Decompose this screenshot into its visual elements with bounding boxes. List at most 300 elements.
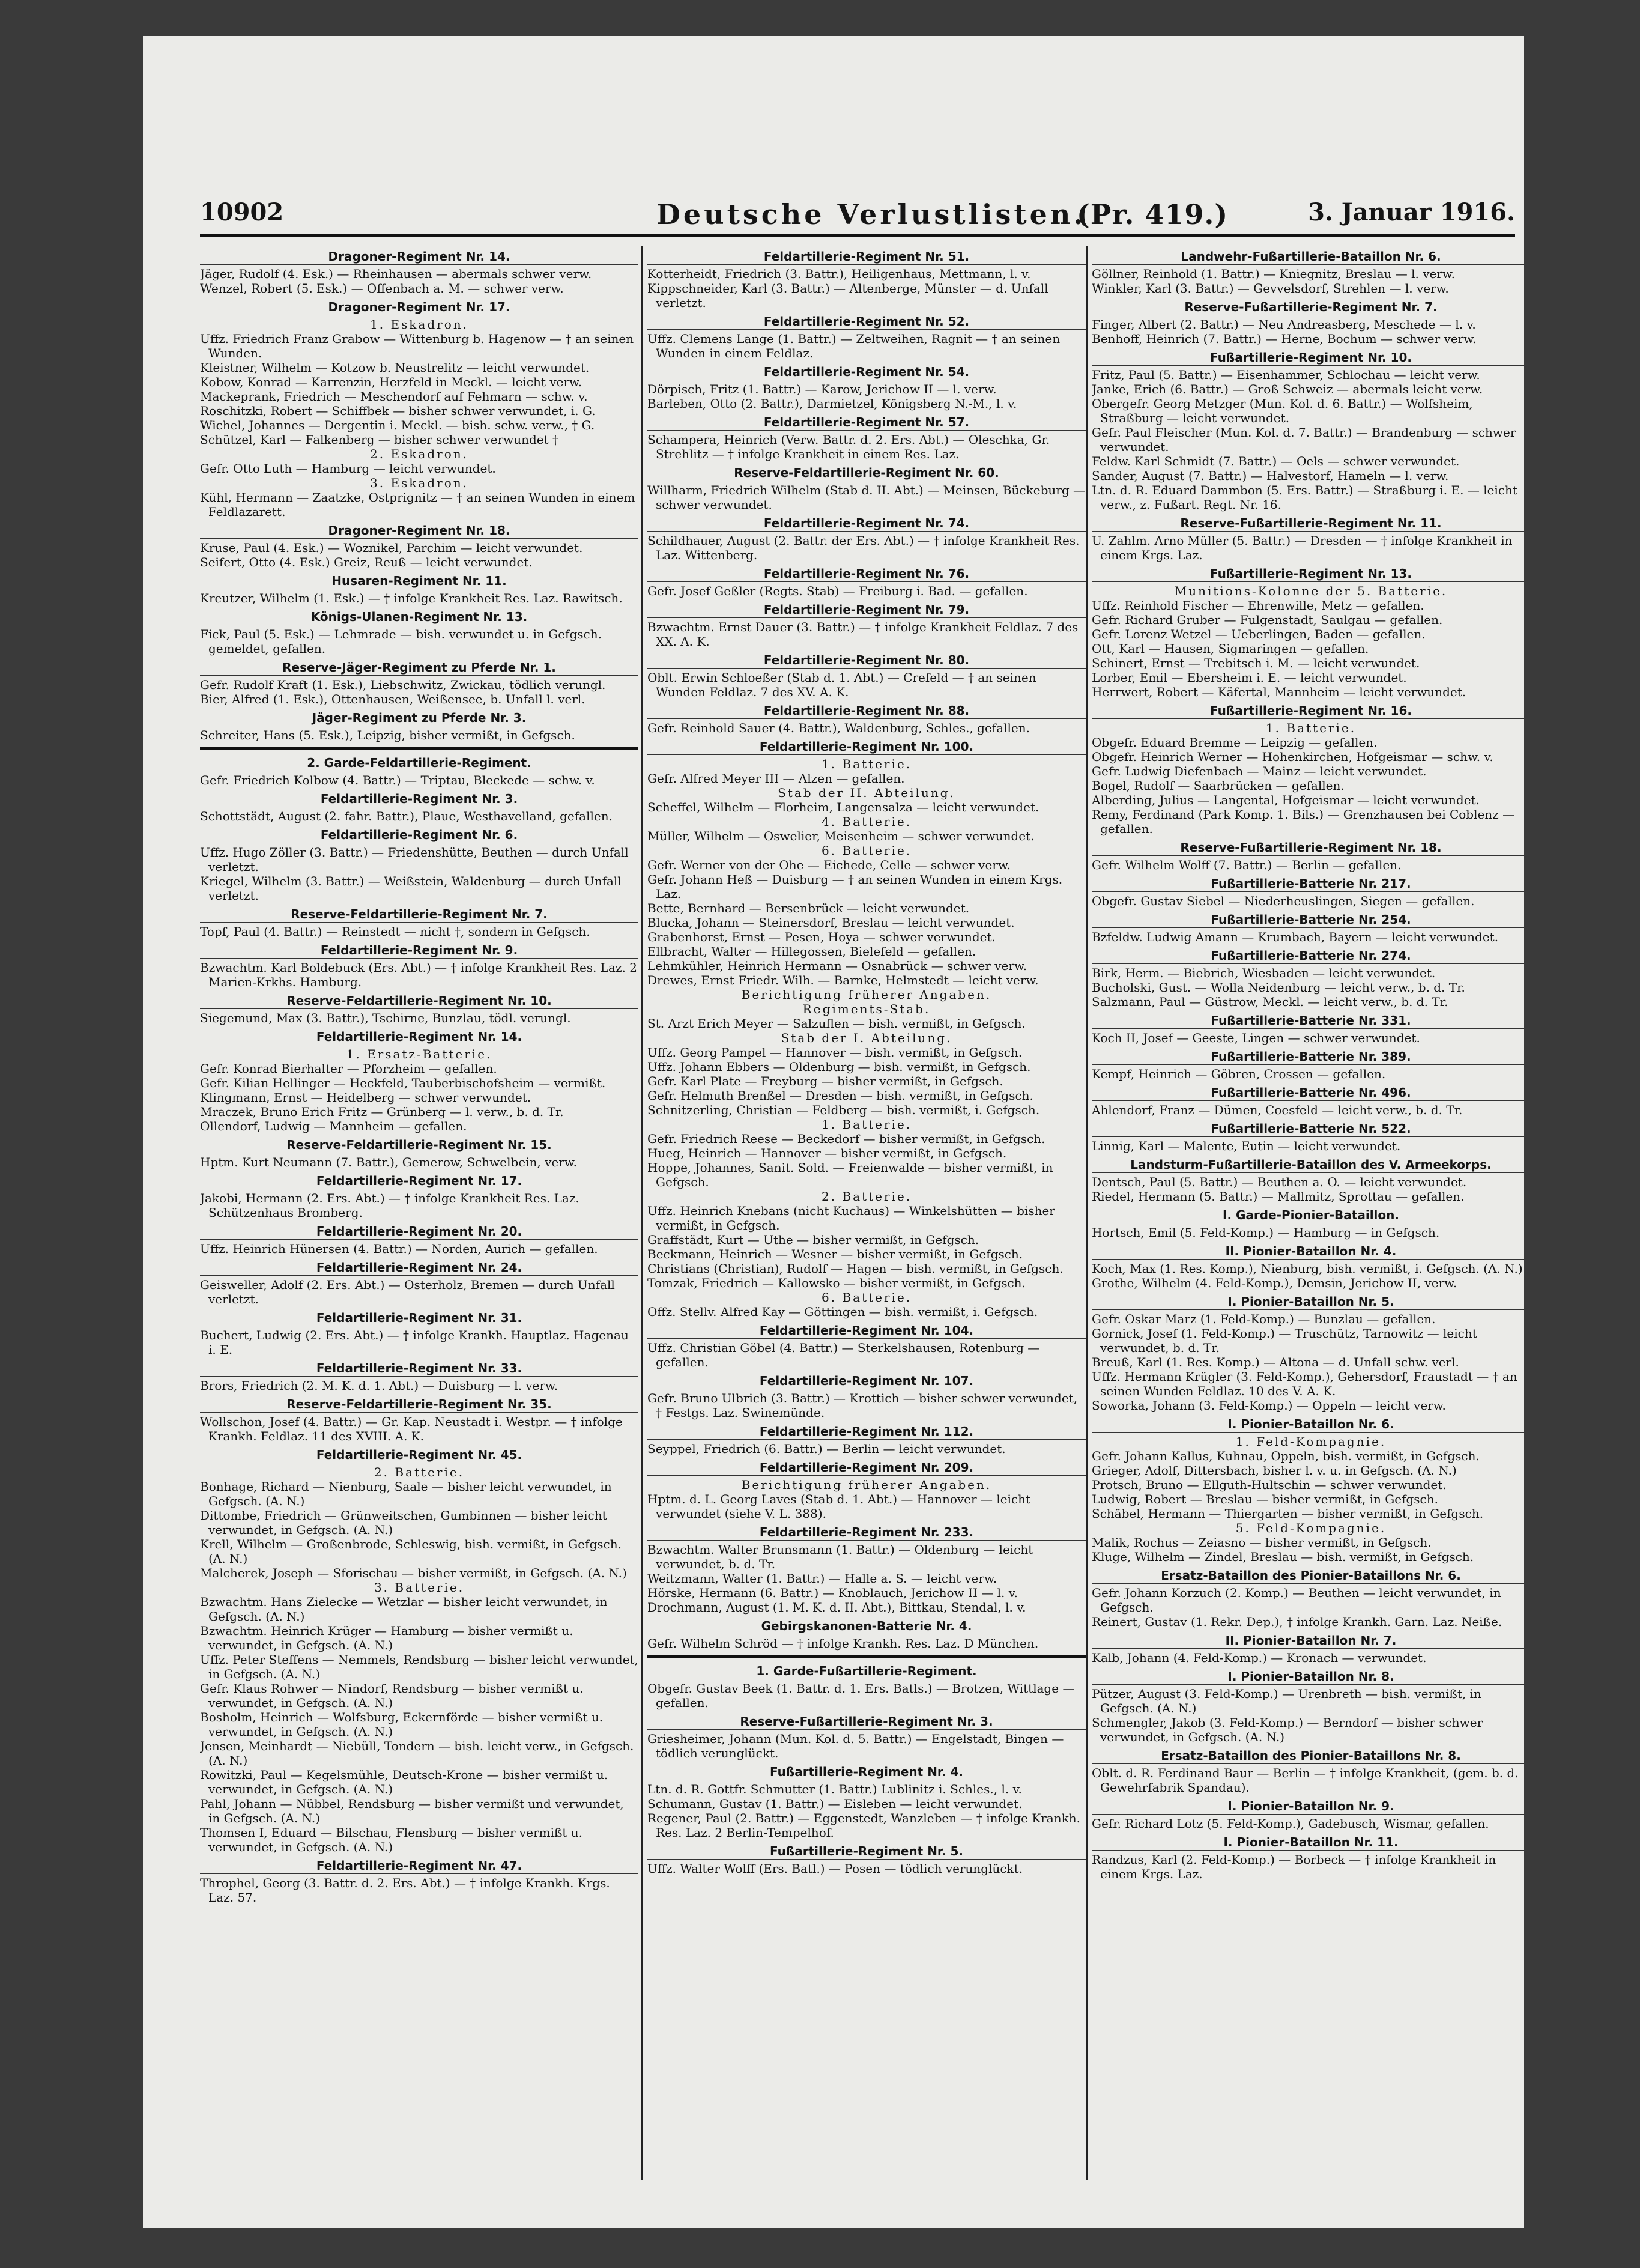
casualty-entry: Schottstädt, August (2. fahr. Battr.), Plaue, Westhavelland, gefallen. [200, 809, 613, 823]
section-title: Feldartillerie-Regiment Nr. 107. [647, 1373, 1086, 1389]
casualty-entry: Mraczek, Bruno Erich Fritz — Grünberg — l. verw., b. d. Tr. [200, 1105, 564, 1119]
casualty-entry: Gefr. Wilhelm Wolff (7. Battr.) — Berlin — gefallen. [1092, 858, 1402, 872]
casualty-entry: Gefr. Friedrich Reese — Beckedorf — bisher vermißt, in Gefgsch. [647, 1132, 1045, 1146]
casualty-entry: Geisweller, Adolf (2. Ers. Abt.) — Osterholz, Bremen — durch Unfall verletzt. [200, 1278, 615, 1306]
casualty-entry: Mackeprank, Friedrich — Meschendorf auf Fehmarn — schw. v. [200, 389, 588, 404]
casualty-entry: Malcherek, Joseph — Sforischau — bisher vermißt, in Gefgsch. (A. N.) [200, 1566, 627, 1580]
casualty-entry: Oblt. Erwin Schloeßer (Stab d. 1. Abt.) — Crefeld — † an seinen Wunden Feldlaz. 7 des XV. A. K. [647, 670, 1036, 699]
regiment-section [647, 739, 1086, 1319]
subsection-heading: 1. Batterie. [1265, 721, 1357, 735]
casualty-entry: Bogel, Rudolf — Saarbrücken — gefallen. [1092, 778, 1345, 793]
casualty-entry: Gefr. Bruno Ulbrich (3. Battr.) — Krottich — bisher schwer verwundet, † Festgs. Laz. Swinemünde. [647, 1391, 1078, 1420]
column-divider [1086, 246, 1088, 2180]
casualty-entry: Gefr. Kilian Hellinger — Heckfeld, Tauberbischofsheim — vermißt. [200, 1076, 606, 1090]
section-title: II. Pionier-Bataillon Nr. 4. [1092, 1243, 1524, 1260]
regiment-section [647, 465, 1086, 512]
column-3 [1092, 246, 1524, 2228]
casualty-entry: Hueg, Heinrich — Hannover — bisher vermißt, in Gefgsch. [647, 1146, 1007, 1160]
casualty-entry: Graffstädt, Kurt — Uthe — bisher vermißt, in Gefgsch. [647, 1233, 979, 1247]
regiment-section [200, 827, 638, 903]
casualty-entry: Obgefr. Gustav Beek (1. Battr. d. 1. Ers. Batls.) — Brotzen, Wittlage — gefallen. [647, 1681, 1075, 1710]
casualty-entry: Schäbel, Hermann — Thiergarten — bisher vermißt, in Gefgsch. [1092, 1506, 1484, 1521]
casualty-entry: Uffz. Hermann Krügler (3. Feld-Komp.), Gehersdorf, Fraustadt — † an seinen Wunden Feldlaz. 10 des V. A. K. [1092, 1369, 1517, 1398]
regiment-section [200, 906, 638, 939]
regiment-section [1092, 1207, 1524, 1240]
section-title: Fußartillerie-Batterie Nr. 389. [1092, 1049, 1524, 1065]
regiment-section [1092, 948, 1524, 1009]
section-title: Fußartillerie-Regiment Nr. 10. [1092, 350, 1524, 366]
regiment-section [1092, 350, 1524, 512]
casualty-entry: Riedel, Hermann (5. Battr.) — Mallmitz, Sprottau — gefallen. [1092, 1189, 1465, 1204]
regiment-section [200, 755, 638, 787]
section-title: Feldartillerie-Regiment Nr. 33. [200, 1360, 638, 1377]
casualty-entry: Remy, Ferdinand (Park Komp. 1. Bils.) — Grenzhausen bei Coblenz — gefallen. [1092, 807, 1515, 836]
casualty-entry: Hörske, Hermann (6. Battr.) — Knoblauch, Jerichow II — l. v. [647, 1586, 1018, 1600]
column-2 [647, 246, 1086, 2228]
subsection-heading: 2. Eskadron. [370, 447, 468, 461]
subsection-heading: 1. Feld-Kompagnie. [1235, 1434, 1387, 1449]
casualty-entry: Fick, Paul (5. Esk.) — Lehmrade — bish. verwundet u. in Gefgsch. gemeldet, gefallen. [200, 627, 602, 656]
section-title: Ersatz-Bataillon des Pionier-Bataillons Nr. 8. [1092, 1748, 1524, 1764]
regiment-section [200, 609, 638, 656]
casualty-entry: Scheffel, Wilhelm — Florheim, Langensalza — leicht verwundet. [647, 800, 1039, 814]
casualty-entry: Wenzel, Robert (5. Esk.) — Offenbach a. M. — schwer verw. [200, 281, 564, 296]
casualty-entry: Hptm. Kurt Neumann (7. Battr.), Gemerow, Schwelbein, verw. [200, 1155, 577, 1169]
casualty-entry: Beckmann, Heinrich — Wesner — bisher vermißt, in Gefgsch. [647, 1247, 1023, 1261]
casualty-entry: Gefr. Karl Plate — Freyburg — bisher vermißt, in Gefgsch. [647, 1074, 1003, 1088]
regiment-section [647, 1663, 1086, 1710]
casualty-entry: Gefr. Lorenz Wetzel — Ueberlingen, Baden — gefallen. [1092, 627, 1426, 641]
casualty-entry: Gefr. Wilhelm Schröd — † infolge Krankh. Res. Laz. D München. [647, 1636, 1039, 1651]
casualty-entry: Uffz. Reinhold Fischer — Ehrenwille, Metz — gefallen. [1092, 598, 1424, 613]
subsection-heading: 1. Batterie. [821, 757, 912, 771]
section-title: Feldartillerie-Regiment Nr. 3. [200, 791, 638, 807]
section-title: Fußartillerie-Batterie Nr. 522. [1092, 1121, 1524, 1137]
regiment-section [200, 1396, 638, 1443]
regiment-section [200, 942, 638, 989]
page-title: Deutsche Verlustlisten. [656, 198, 1086, 231]
regiment-section [1092, 840, 1524, 872]
regiment-section [200, 523, 638, 569]
casualty-entry: Schnitzerling, Christian — Feldberg — bish. vermißt, i. Gefgsch. [647, 1103, 1040, 1117]
casualty-entry: Uffz. Friedrich Franz Grabow — Wittenburg b. Hagenow — † an seinen Wunden. [200, 332, 634, 360]
casualty-entry: Kotterheidt, Friedrich (3. Battr.), Heiligenhaus, Mettmann, l. v. [647, 267, 1031, 281]
section-title: Reserve-Feldartillerie-Regiment Nr. 60. [647, 465, 1086, 481]
subsection-heading: 2. Batterie. [821, 1189, 912, 1204]
section-title: Feldartillerie-Regiment Nr. 14. [200, 1029, 638, 1045]
section-title: I. Pionier-Bataillon Nr. 5. [1092, 1294, 1524, 1310]
section-rule [200, 747, 638, 750]
casualty-entry: Gefr. Otto Luth — Hamburg — leicht verwundet. [200, 461, 496, 476]
subsection-heading: 4. Batterie. [821, 814, 912, 829]
section-title: Reserve-Fußartillerie-Regiment Nr. 7. [1092, 299, 1524, 315]
subsection-heading: Regiments-Stab. [802, 1002, 931, 1016]
casualty-entry: Schreiter, Hans (5. Esk.), Leipzig, bisher vermißt, in Gefgsch. [200, 728, 575, 742]
section-title: Feldartillerie-Regiment Nr. 74. [647, 515, 1086, 532]
casualty-entry: Uffz. Peter Steffens — Nemmels, Rendsburg — bisher leicht verwundet, in Gefgsch. (A. N.) [200, 1652, 638, 1681]
section-title: Feldartillerie-Regiment Nr. 20. [200, 1223, 638, 1240]
casualty-entry: Ellbracht, Walter — Hillegossen, Bielefeld — gefallen. [647, 944, 976, 959]
section-title: Husaren-Regiment Nr. 11. [200, 573, 638, 589]
regiment-section [647, 1524, 1086, 1615]
section-title: Fußartillerie-Regiment Nr. 13. [1092, 566, 1524, 582]
section-title: II. Pionier-Bataillon Nr. 7. [1092, 1633, 1524, 1649]
regiment-section [200, 1447, 638, 1854]
section-title: Feldartillerie-Regiment Nr. 79. [647, 602, 1086, 618]
casualty-entry: Grothe, Wilhelm (4. Feld-Komp.), Demsin, Jerichow II, verw. [1092, 1276, 1457, 1290]
casualty-entry: Weitzmann, Walter (1. Battr.) — Halle a. S. — leicht verw. [647, 1571, 997, 1586]
casualty-entry: Dittombe, Friedrich — Grünweitschen, Gumbinnen — bisher leicht verwundet, in Gefgsch. (A. N.) [200, 1508, 607, 1537]
casualty-entry: Ludwig, Robert — Breslau — bisher vermißt, in Gefgsch. [1092, 1492, 1438, 1506]
casualty-entry: Bier, Alfred (1. Esk.), Ottenhausen, Weißensee, b. Unfall l. verl. [200, 692, 585, 706]
section-title: 2. Garde-Feldartillerie-Regiment. [200, 755, 638, 771]
regiment-section [200, 791, 638, 823]
regiment-section [200, 1360, 638, 1393]
regiment-section [1092, 566, 1524, 699]
casualty-entry: Drewes, Ernst Friedr. Wilh. — Barnke, Helmstedt — leicht verw. [647, 973, 1039, 987]
section-title: Fußartillerie-Batterie Nr. 496. [1092, 1085, 1524, 1101]
casualty-entry: Feldw. Karl Schmidt (7. Battr.) — Oels — schwer verwundet. [1092, 454, 1460, 468]
subsection-heading: 2. Batterie. [374, 1465, 465, 1479]
casualty-entry: Griesheimer, Johann (Mun. Kol. d. 5. Battr.) — Engelstadt, Bingen — tödlich verunglückt. [647, 1732, 1064, 1760]
casualty-entry: Linnig, Karl — Malente, Eutin — leicht verwundet. [1092, 1139, 1401, 1153]
casualty-entry: Soworka, Johann (3. Feld-Komp.) — Oppeln — leicht verw. [1092, 1398, 1446, 1413]
section-title: Feldartillerie-Regiment Nr. 100. [647, 739, 1086, 755]
regiment-section [1092, 1243, 1524, 1290]
regiment-section [200, 1173, 638, 1220]
subsection-heading: 5. Feld-Kompagnie. [1235, 1521, 1387, 1535]
casualty-entry: Gefr. Johann Korzuch (2. Komp.) — Beuthen — leicht verwundet, in Gefgsch. [1092, 1586, 1501, 1615]
casualty-entry: Christians (Christian), Rudolf — Hagen — bish. vermißt, in Gefgsch. [647, 1261, 1064, 1276]
subsection-heading: 3. Eskadron. [370, 476, 468, 490]
issue-date: 3. Januar 1916. [1308, 198, 1515, 226]
casualty-entry: Sander, August (7. Battr.) — Halvestorf, Hameln — l. verw. [1092, 468, 1449, 483]
regiment-section [200, 249, 638, 296]
regiment-section [1092, 1568, 1524, 1629]
section-title: Feldartillerie-Regiment Nr. 54. [647, 364, 1086, 380]
column-1 [200, 246, 638, 2228]
regiment-section [647, 1373, 1086, 1420]
section-title: Feldartillerie-Regiment Nr. 31. [200, 1310, 638, 1326]
section-title: Feldartillerie-Regiment Nr. 80. [647, 652, 1086, 669]
casualty-entry: Obgefr. Heinrich Werner — Hohenkirchen, Hofgeismar — schw. v. [1092, 750, 1493, 764]
regiment-section [1092, 1834, 1524, 1881]
regiment-section [200, 659, 638, 706]
regiment-section [647, 602, 1086, 649]
casualty-entry: Willharm, Friedrich Wilhelm (Stab d. II. Abt.) — Meinsen, Bückeburg — schwer verwundet. [647, 483, 1085, 512]
regiment-section [1092, 876, 1524, 908]
casualty-entry: Schinert, Ernst — Trebitsch i. M. — leicht verwundet. [1092, 656, 1420, 670]
regiment-section [200, 299, 638, 519]
section-title: Feldartillerie-Regiment Nr. 57. [647, 414, 1086, 431]
regiment-section [647, 1460, 1086, 1521]
section-title: Reserve-Fußartillerie-Regiment Nr. 11. [1092, 515, 1524, 532]
regiment-section [647, 1764, 1086, 1840]
casualty-entry: Hortsch, Emil (5. Feld-Komp.) — Hamburg — in Gefgsch. [1092, 1225, 1440, 1240]
section-title: Fußartillerie-Batterie Nr. 254. [1092, 912, 1524, 928]
casualty-entry: Uffz. Clemens Lange (1. Battr.) — Zeltweihen, Ragnit — † an seinen Wunden in einem Feldlaz. [647, 332, 1061, 360]
section-title: Fußartillerie-Batterie Nr. 331. [1092, 1013, 1524, 1029]
casualty-entry: Uffz. Heinrich Knebans (nicht Kuchaus) — Winkelshütten — bisher vermißt, in Gefgsch. [647, 1204, 1055, 1233]
casualty-entry: Ltn. d. R. Gottfr. Schmutter (1. Battr.) Lublinitz i. Schles., l. v. [647, 1782, 1022, 1797]
casualty-entry: Gefr. Josef Geßler (Regts. Stab) — Freiburg i. Bad. — gefallen. [647, 584, 1028, 598]
regiment-section [1092, 1121, 1524, 1153]
column-divider [641, 246, 643, 2180]
section-title: Landsturm-Fußartillerie-Bataillon des V. Armeekorps. [1092, 1157, 1524, 1173]
section-title: Feldartillerie-Regiment Nr. 76. [647, 566, 1086, 582]
casualty-entry: Koch, Max (1. Res. Komp.), Nienburg, bish. vermißt, i. Gefgsch. (A. N.) [1092, 1261, 1523, 1276]
section-title: I. Pionier-Bataillon Nr. 9. [1092, 1798, 1524, 1815]
section-title: Königs-Ulanen-Regiment Nr. 13. [200, 609, 638, 625]
regiment-section [1092, 1013, 1524, 1045]
casualty-entry: Uffz. Hugo Zöller (3. Battr.) — Friedenshütte, Beuthen — durch Unfall verletzt. [200, 845, 629, 874]
casualty-entry: Malik, Rochus — Zeiasno — bisher vermißt, in Gefgsch. [1092, 1535, 1432, 1550]
casualty-entry: Gefr. Paul Fleischer (Mun. Kol. d. 7. Battr.) — Brandenburg — schwer verwundet. [1092, 425, 1516, 454]
section-title: Feldartillerie-Regiment Nr. 17. [200, 1173, 638, 1189]
section-title: I. Garde-Pionier-Bataillon. [1092, 1207, 1524, 1223]
regiment-section [200, 1223, 638, 1256]
section-title: Reserve-Feldartillerie-Regiment Nr. 35. [200, 1396, 638, 1413]
casualty-entry: Krell, Wilhelm — Großenbrode, Schleswig, bish. vermißt, in Gefgsch. (A. N.) [200, 1537, 622, 1566]
casualty-entry: Offz. Stellv. Alfred Kay — Göttingen — bish. vermißt, i. Gefgsch. [647, 1305, 1038, 1319]
regiment-section [1092, 1798, 1524, 1831]
casualty-entry: Bzfeldw. Ludwig Amann — Krumbach, Bayern — leicht verwundet. [1092, 930, 1499, 944]
casualty-entry: Benhoff, Heinrich (7. Battr.) — Herne, Bochum — schwer verw. [1092, 332, 1477, 346]
casualty-entry: Kempf, Heinrich — Göbren, Crossen — gefallen. [1092, 1067, 1386, 1081]
casualty-entry: Gefr. Reinhold Sauer (4. Battr.), Waldenburg, Schles., gefallen. [647, 721, 1030, 735]
subsection-heading: Munitions-Kolonne der 5. Batterie. [1174, 584, 1448, 598]
casualty-entry: Obgefr. Gustav Siebel — Niederheuslingen, Siegen — gefallen. [1092, 894, 1475, 908]
casualty-entry: Gefr. Richard Gruber — Fulgenstadt, Saulgau — gefallen. [1092, 613, 1443, 627]
casualty-entry: Gefr. Helmuth Brenßel — Dresden — bish. vermißt, in Gefgsch. [647, 1088, 1033, 1103]
casualty-entry: Rowitzki, Paul — Kegelsmühle, Deutsch-Krone — bisher vermißt u. verwundet, in Gefgsch. (A. N.) [200, 1768, 608, 1797]
casualty-entry: U. Zahlm. Arno Müller (5. Battr.) — Dresden — † infolge Krankheit in einem Krgs. Laz. [1092, 533, 1513, 562]
casualty-entry: Gefr. Richard Lotz (5. Feld-Komp.), Gadebusch, Wismar, gefallen. [1092, 1816, 1489, 1831]
casualty-entry: Kriegel, Wilhelm (3. Battr.) — Weißstein, Waldenburg — durch Unfall verletzt. [200, 874, 622, 903]
casualty-entry: Wichel, Johannes — Dergentin i. Meckl. — bish. schw. verw., † G. [200, 418, 595, 432]
casualty-entry: Schützel, Karl — Falkenberg — bisher schwer verwundet † [200, 432, 559, 447]
casualty-entry: Thomsen I, Eduard — Bilschau, Flensburg — bisher vermißt u. verwundet, in Gefgsch. (A. N.) [200, 1825, 582, 1854]
regiment-section [647, 1424, 1086, 1456]
casualty-entry: Uffz. Heinrich Hünersen (4. Battr.) — Norden, Aurich — gefallen. [200, 1242, 598, 1256]
subsection-heading: 1. Batterie. [821, 1117, 912, 1132]
casualty-entry: Seifert, Otto (4. Esk.) Greiz, Reuß — leicht verwundet. [200, 555, 533, 569]
casualty-entry: Gefr. Oskar Marz (1. Feld-Komp.) — Bunzlau — gefallen. [1092, 1312, 1436, 1326]
section-title: Feldartillerie-Regiment Nr. 104. [647, 1323, 1086, 1339]
regiment-section [647, 703, 1086, 735]
subsection-heading: Stab der II. Abteilung. [778, 786, 955, 800]
section-title: Feldartillerie-Regiment Nr. 45. [200, 1447, 638, 1463]
casualty-entry: Protsch, Bruno — Ellguth-Hultschin — schwer verwundet. [1092, 1478, 1447, 1492]
casualty-entry: Bzwachtm. Heinrich Krüger — Hamburg — bisher vermißt u. verwundet, in Gefgsch. (A. N.) [200, 1624, 573, 1652]
casualty-entry: Lehmkühler, Heinrich Hermann — Osnabrück — schwer verw. [647, 959, 1027, 973]
page-number: 10902 [200, 198, 284, 226]
casualty-entry: Hptm. d. L. Georg Laves (Stab d. 1. Abt.) — Hannover — leicht verwundet (siehe V. L. 388). [647, 1492, 1031, 1521]
section-title: Feldartillerie-Regiment Nr. 209. [647, 1460, 1086, 1476]
casualty-entry: Uffz. Georg Pampel — Hannover — bish. vermißt, in Gefgsch. [647, 1045, 1023, 1060]
casualty-entry: Bette, Bernhard — Bersenbrück — leicht verwundet. [647, 901, 970, 915]
casualty-entry: Gefr. Klaus Rohwer — Nindorf, Rendsburg — bisher vermißt u. verwundet, in Gefgsch. (A. N.) [200, 1681, 584, 1710]
regiment-section [1092, 1748, 1524, 1795]
regiment-section [1092, 1633, 1524, 1665]
casualty-entry: Koch II, Josef — Geeste, Lingen — schwer verwundet. [1092, 1031, 1420, 1045]
casualty-entry: Bosholm, Heinrich — Wolfsburg, Eckernförde — bisher vermißt u. verwundet, in Gefgsch. (A. N.) [200, 1710, 604, 1739]
casualty-entry: Herrwert, Robert — Käfertal, Mannheim — leicht verwundet. [1092, 685, 1466, 699]
casualty-entry: Bucholski, Gust. — Wolla Neidenburg — leicht verw., b. d. Tr. [1092, 980, 1465, 995]
casualty-entry: Winkler, Karl (3. Battr.) — Gevvelsdorf, Strehlen — l. verw. [1092, 281, 1449, 296]
casualty-entry: Kruse, Paul (4. Esk.) — Woznikel, Parchim — leicht verwundet. [200, 541, 583, 555]
section-title: Fußartillerie-Batterie Nr. 217. [1092, 876, 1524, 892]
casualty-entry: Wollschon, Josef (4. Battr.) — Gr. Kap. Neustadt i. Westpr. — † infolge Krankh. Feldlaz. 11 des XVIII. A. K. [200, 1414, 623, 1443]
casualty-entry: Brors, Friedrich (2. M. K. d. 1. Abt.) — Duisburg — l. verw. [200, 1378, 558, 1393]
section-title: Feldartillerie-Regiment Nr. 233. [647, 1524, 1086, 1541]
casualty-entry: Topf, Paul (4. Battr.) — Reinstedt — nicht †, sondern in Gefgsch. [200, 924, 590, 939]
casualty-entry: Fritz, Paul (5. Battr.) — Eisenhammer, Schlochau — leicht verw. [1092, 368, 1480, 382]
regiment-section [647, 314, 1086, 360]
section-title: Fußartillerie-Batterie Nr. 274. [1092, 948, 1524, 964]
section-title: Fußartillerie-Regiment Nr. 5. [647, 1843, 1086, 1860]
casualty-entry: Lorber, Emil — Ebersheim i. E. — leicht verwundet. [1092, 670, 1407, 685]
casualty-entry: Gefr. Alfred Meyer III — Alzen — gefallen. [647, 771, 905, 786]
casualty-entry: Obgefr. Eduard Bremme — Leipzig — gefallen. [1092, 735, 1378, 750]
casualty-entry: Gefr. Werner von der Ohe — Eichede, Celle — schwer verw. [647, 858, 1011, 872]
casualty-entry: Gefr. Johann Kallus, Kuhnau, Oppeln, bish. vermißt, in Gefgsch. [1092, 1449, 1480, 1463]
regiment-section [1092, 703, 1524, 836]
casualty-entry: Gefr. Konrad Bierhalter — Pforzheim — gefallen. [200, 1061, 497, 1076]
subsection-heading: Berichtigung früherer Angaben. [741, 1478, 992, 1492]
section-title: I. Pionier-Bataillon Nr. 6. [1092, 1416, 1524, 1433]
regiment-section [200, 573, 638, 605]
regiment-section [647, 515, 1086, 562]
casualty-entry: Finger, Albert (2. Battr.) — Neu Andreasberg, Meschede — l. v. [1092, 317, 1476, 332]
casualty-entry: Hoppe, Johannes, Sanit. Sold. — Freienwalde — bisher vermißt, in Gefgsch. [647, 1160, 1053, 1189]
section-title: Dragoner-Regiment Nr. 17. [200, 299, 638, 315]
section-title: I. Pionier-Bataillon Nr. 11. [1092, 1834, 1524, 1851]
casualty-entry: Blucka, Johann — Steinersdorf, Breslau — leicht verwundet. [647, 915, 1015, 930]
subsection-heading: Berichtigung früherer Angaben. [741, 987, 992, 1002]
casualty-entry: Kühl, Hermann — Zaatzke, Ostprignitz — † an seinen Wunden in einem Feldlazarett. [200, 490, 635, 519]
casualty-entry: Pützer, August (3. Feld-Komp.) — Urenbreth — bish. vermißt, in Gefgsch. (A. N.) [1092, 1687, 1481, 1715]
casualty-entry: Siegemund, Max (3. Battr.), Tschirne, Bunzlau, tödl. verungl. [200, 1011, 571, 1025]
regiment-section [1092, 1085, 1524, 1117]
casualty-entry: Müller, Wilhelm — Oswelier, Meisenheim — schwer verwundet. [647, 829, 1035, 843]
regiment-section [647, 566, 1086, 598]
regiment-section [647, 1843, 1086, 1876]
section-title: Gebirgskanonen-Batterie Nr. 4. [647, 1618, 1086, 1634]
section-title: Feldartillerie-Regiment Nr. 88. [647, 703, 1086, 719]
section-title: Feldartillerie-Regiment Nr. 51. [647, 249, 1086, 265]
section-rule [647, 1655, 1086, 1658]
regiment-section [1092, 1669, 1524, 1744]
regiment-section [647, 1618, 1086, 1651]
casualty-entry: Alberding, Julius — Langental, Hofgeismar — leicht verwundet. [1092, 793, 1480, 807]
casualty-entry: Schumann, Gustav (1. Battr.) — Eisleben — leicht verwundet. [647, 1797, 1023, 1811]
regiment-section [200, 1310, 638, 1357]
casualty-entry: Oblt. d. R. Ferdinand Baur — Berlin — † infolge Krankheit, (gem. b. d. Gewehrfabrik Spandau). [1092, 1766, 1519, 1795]
page-header [200, 198, 1515, 237]
casualty-entry: Buchert, Ludwig (2. Ers. Abt.) — † infolge Krankh. Hauptlaz. Hagenau i. E. [200, 1328, 629, 1357]
casualty-entry: Seyppel, Friedrich (6. Battr.) — Berlin — leicht verwundet. [647, 1442, 1006, 1456]
section-title: Dragoner-Regiment Nr. 14. [200, 249, 638, 265]
subsection-heading: 1. Ersatz-Batterie. [346, 1047, 492, 1061]
section-title: Fußartillerie-Regiment Nr. 16. [1092, 703, 1524, 719]
casualty-entry: Breuß, Karl (1. Res. Komp.) — Altona — d. Unfall schw. verl. [1092, 1355, 1459, 1369]
casualty-entry: Obergefr. Georg Metzger (Mun. Kol. d. 6. Battr.) — Wolfsheim, Straßburg — leicht verwundet. [1092, 396, 1473, 425]
casualty-entry: Uffz. Walter Wolff (Ers. Batl.) — Posen — tödlich verunglückt. [647, 1861, 1023, 1876]
section-title: Reserve-Feldartillerie-Regiment Nr. 15. [200, 1137, 638, 1153]
casualty-entry: Drochmann, August (1. M. K. d. II. Abt.), Bittkau, Stendal, l. v. [647, 1600, 1026, 1615]
subsection-heading: 1. Eskadron. [370, 317, 468, 332]
casualty-entry: Dörpisch, Fritz (1. Battr.) — Karow, Jerichow II — l. verw. [647, 382, 997, 396]
casualty-entry: Jäger, Rudolf (4. Esk.) — Rheinhausen — abermals schwer verw. [200, 267, 592, 281]
casualty-entry: Klingmann, Ernst — Heidelberg — schwer verwundet. [200, 1090, 531, 1105]
section-title: Feldartillerie-Regiment Nr. 112. [647, 1424, 1086, 1440]
casualty-entry: Uffz. Christian Göbel (4. Battr.) — Sterkelshausen, Rotenburg — gefallen. [647, 1341, 1040, 1369]
casualty-entry: Kleistner, Wilhelm — Kotzow b. Neustrelitz — leicht verwundet. [200, 360, 590, 375]
casualty-entry: Kalb, Johann (4. Feld-Komp.) — Kronach — verwundet. [1092, 1651, 1427, 1665]
section-title: Jäger-Regiment zu Pferde Nr. 3. [200, 710, 638, 726]
section-title: I. Pionier-Bataillon Nr. 8. [1092, 1669, 1524, 1685]
casualty-entry: Kobow, Konrad — Karrenzin, Herzfeld in Meckl. — leicht verw. [200, 375, 582, 389]
casualty-entry: Schampera, Heinrich (Verw. Battr. d. 2. Ers. Abt.) — Oleschka, Gr. Strehlitz — † infolge Krankheit in einem Res. Laz. [647, 432, 1050, 461]
casualty-entry: Ott, Karl — Hausen, Sigmaringen — gefallen. [1092, 641, 1369, 656]
section-title: Feldartillerie-Regiment Nr. 6. [200, 827, 638, 843]
casualty-entry: Roschitzki, Robert — Schiffbek — bisher schwer verwundet, i. G. [200, 404, 596, 418]
section-title: Reserve-Feldartillerie-Regiment Nr. 10. [200, 993, 638, 1009]
subsection-heading: Stab der I. Abteilung. [781, 1031, 952, 1045]
regiment-section [200, 1260, 638, 1306]
regiment-section [647, 414, 1086, 461]
section-title: Reserve-Fußartillerie-Regiment Nr. 18. [1092, 840, 1524, 856]
section-title: Fußartillerie-Regiment Nr. 4. [647, 1764, 1086, 1780]
casualty-entry: Reinert, Gustav (1. Rekr. Dep.), † infolge Krankh. Garn. Laz. Neiße. [1092, 1615, 1502, 1629]
regiment-section [1092, 1416, 1524, 1564]
regiment-section [1092, 299, 1524, 346]
regiment-section [200, 993, 638, 1025]
regiment-section [200, 710, 638, 742]
casualty-entry: Schmengler, Jakob (3. Feld-Komp.) — Berndorf — bisher schwer verwundet, in Gefgsch. (A. N.) [1092, 1715, 1483, 1744]
casualty-entry: Tomzak, Friedrich — Kallowsko — bisher vermißt, in Gefgsch. [647, 1276, 1026, 1290]
casualty-entry: Regener, Paul (2. Battr.) — Eggenstedt, Wanzleben — † infolge Krankh. Res. Laz. 2 Berlin-Tempelhof. [647, 1811, 1080, 1840]
casualty-entry: Jensen, Meinhardt — Niebüll, Tondern — bish. leicht verw., in Gefgsch. (A. N.) [200, 1739, 634, 1768]
casualty-entry: Salzmann, Paul — Güstrow, Meckl. — leicht verw., b. d. Tr. [1092, 995, 1448, 1009]
section-title: Reserve-Fußartillerie-Regiment Nr. 3. [647, 1714, 1086, 1730]
casualty-entry: Janke, Erich (6. Battr.) — Groß Schweiz — abermals leicht verw. [1092, 382, 1483, 396]
casualty-entry: Randzus, Karl (2. Feld-Komp.) — Borbeck — † infolge Krankheit in einem Krgs. Laz. [1092, 1852, 1496, 1881]
subsection-heading: 3. Batterie. [374, 1580, 465, 1595]
casualty-entry: Uffz. Johann Ebbers — Oldenburg — bish. vermißt, in Gefgsch. [647, 1060, 1031, 1074]
casualty-entry: Pahl, Johann — Nübbel, Rendsburg — bisher vermißt und verwundet, in Gefgsch. (A. N.) [200, 1797, 624, 1825]
casualty-entry: Barleben, Otto (2. Battr.), Darmietzel, Königsberg N.-M., l. v. [647, 396, 1017, 411]
regiment-section [1092, 912, 1524, 944]
regiment-section [1092, 1294, 1524, 1413]
casualty-entry: Ahlendorf, Franz — Dümen, Coesfeld — leicht verw., b. d. Tr. [1092, 1103, 1463, 1117]
casualty-entry: Grabenhorst, Ernst — Pesen, Hoya — schwer verwundet. [647, 930, 996, 944]
casualty-entry: Ollendorf, Ludwig — Mannheim — gefallen. [200, 1119, 467, 1133]
casualty-entry: Bzwachtm. Hans Zielecke — Wetzlar — bisher leicht verwundet, in Gefgsch. (A. N.) [200, 1595, 608, 1624]
regiment-section [200, 1029, 638, 1133]
section-title: Feldartillerie-Regiment Nr. 47. [200, 1858, 638, 1874]
casualty-entry: Dentsch, Paul (5. Battr.) — Beuthen a. O. — leicht verwundet. [1092, 1175, 1467, 1189]
casualty-entry: Birk, Herm. — Biebrich, Wiesbaden — leicht verwundet. [1092, 966, 1436, 980]
casualty-entry: Bzwachtm. Karl Boldebuck (Ers. Abt.) — † infolge Krankheit Res. Laz. 2 Marien-Krkhs. Hamburg. [200, 960, 637, 989]
section-title: Dragoner-Regiment Nr. 18. [200, 523, 638, 539]
section-title: Feldartillerie-Regiment Nr. 9. [200, 942, 638, 959]
casualty-entry: Kippschneider, Karl (3. Battr.) — Altenberge, Münster — d. Unfall verletzt. [647, 281, 1048, 310]
casualty-entry: Schildhauer, August (2. Battr. der Ers. Abt.) — † infolge Krankheit Res. Laz. Wittenberg. [647, 533, 1080, 562]
casualty-entry: Bzwachtm. Walter Brunsmann (1. Battr.) — Oldenburg — leicht verwundet, b. d. Tr. [647, 1542, 1033, 1571]
subsection-heading: 6. Batterie. [821, 1290, 912, 1305]
